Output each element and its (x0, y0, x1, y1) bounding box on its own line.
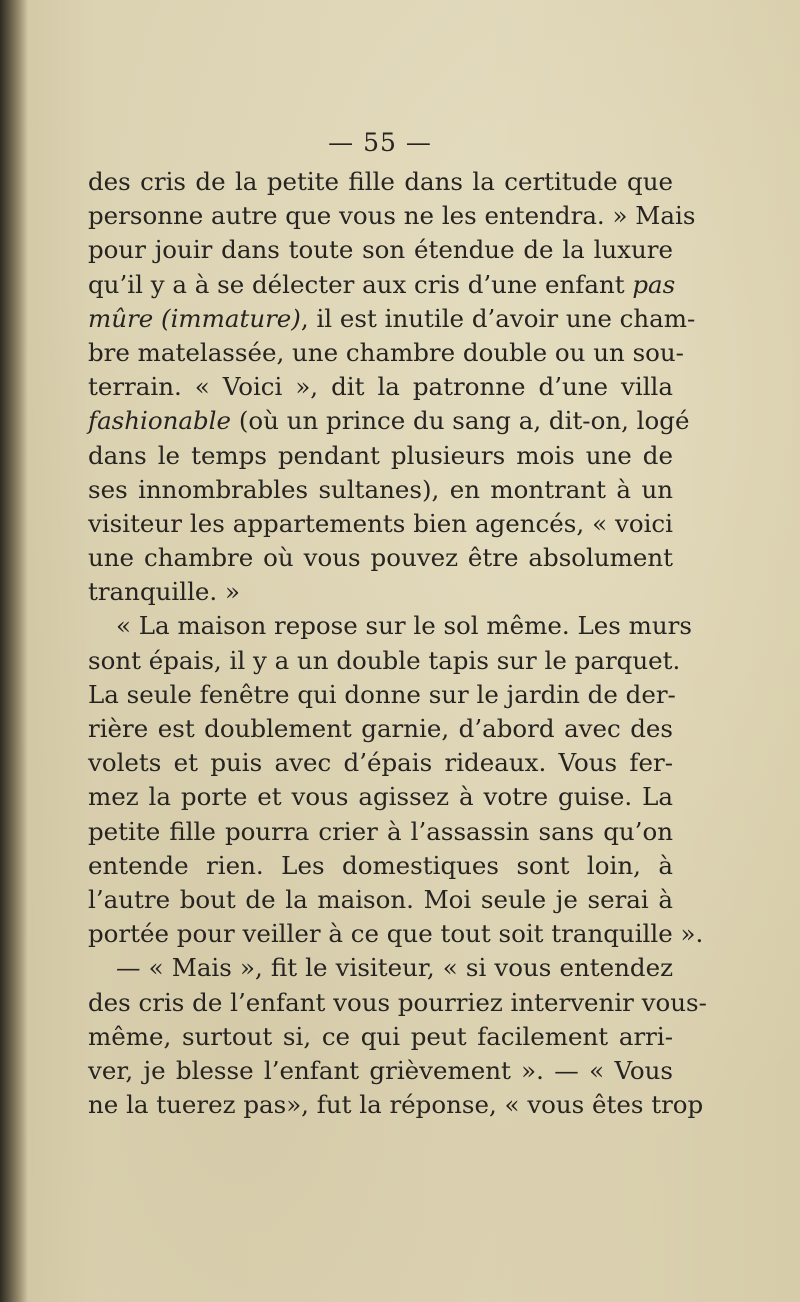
text-run: bre matelassée, une chambre double ou un sou- (88, 337, 684, 367)
italic-text: pas (632, 269, 676, 299)
text-line (88, 644, 681, 678)
text-run: qu’il y a à se délecter aux cris d’une enfant (88, 269, 633, 299)
text-line (88, 302, 696, 336)
text-line (88, 473, 673, 507)
text-run: mez la porte et vous agissez à votre guise. La (88, 782, 673, 812)
text-run: visiteur les appartements bien agencés, « voici (88, 508, 673, 538)
text-line (88, 165, 673, 199)
text-run: une chambre où vous pouvez être absolument (88, 543, 673, 573)
text-line (88, 986, 707, 1020)
text-run: tranquille. » (88, 577, 240, 607)
text-run: des cris de l’enfant vous pourriez intervenir vous- (88, 987, 707, 1017)
text-line (88, 268, 676, 302)
text-line (88, 439, 673, 473)
text-run: dans le temps pendant plusieurs mois une de (88, 440, 673, 470)
text-line (88, 712, 673, 746)
text-line (88, 370, 673, 404)
text-run: rière est doublement garnie, d’abord avec des (88, 714, 673, 743)
text-run: entende rien. Les domestiques sont loin, à (88, 850, 673, 880)
italic-text: mûre (immature) (88, 303, 301, 333)
text-run: même, surtout si, ce qui peut facilement arri- (88, 1021, 673, 1051)
text-line (88, 951, 673, 985)
text-line (88, 815, 673, 849)
text-line (88, 849, 673, 883)
text-run: — « Mais », fit le visiteur, « si vous entendez (116, 953, 673, 983)
text-run: sont épais, il y a un double tapis sur le parquet. (88, 645, 681, 675)
text-run: (où un prince du sang a, dit-on, logé (231, 406, 690, 436)
text-line (88, 507, 673, 541)
text-run: La seule fenêtre qui donne sur le jardin de der- (88, 679, 676, 709)
page-number: — 55 — (328, 128, 432, 157)
text-run: ver, je blesse l’enfant grièvement ». — « Vous (88, 1055, 673, 1085)
text-line (88, 336, 684, 370)
text-run: pour jouir dans toute son étendue de la luxure (88, 235, 673, 265)
text-run: petite fille pourra crier à l’assassin sans qu’on (88, 816, 673, 846)
italic-text: fashionable (88, 406, 232, 436)
body-text (88, 165, 707, 1122)
text-line (88, 199, 696, 233)
text-line (88, 678, 676, 712)
text-run: , il est inutile d’avoir une cham- (300, 303, 696, 333)
text-run: terrain. « Voici », dit la patronne d’une villa (88, 372, 673, 402)
text-run: l’autre bout de la maison. Moi seule je serai à (88, 884, 673, 914)
text-run: portée pour veiller à ce que tout soit tranquille ». (88, 919, 704, 949)
text-run: ses innombrables sultanes), en montrant à un (88, 474, 673, 504)
text-run: ne la tuerez pas», fut la réponse, « vous êtes trop (88, 1090, 704, 1120)
text-run: des cris de la petite fille dans la certitude que (88, 167, 673, 196)
text-line (88, 1054, 673, 1088)
text-run: volets et puis avec d’épais rideaux. Vous fer- (88, 748, 673, 778)
text-line (88, 917, 704, 951)
text-run: « La maison repose sur le sol même. Les murs (116, 611, 692, 641)
text-line (88, 575, 673, 609)
text-run: personne autre que vous ne les entendra. » Mais (88, 201, 696, 231)
text-line (88, 609, 692, 643)
text-line (88, 746, 673, 780)
text-line (88, 1020, 673, 1054)
text-line (88, 404, 690, 438)
text-line (88, 780, 673, 814)
text-line (88, 233, 673, 267)
text-line (88, 883, 673, 917)
text-line (88, 541, 673, 575)
text-line (88, 1088, 704, 1122)
